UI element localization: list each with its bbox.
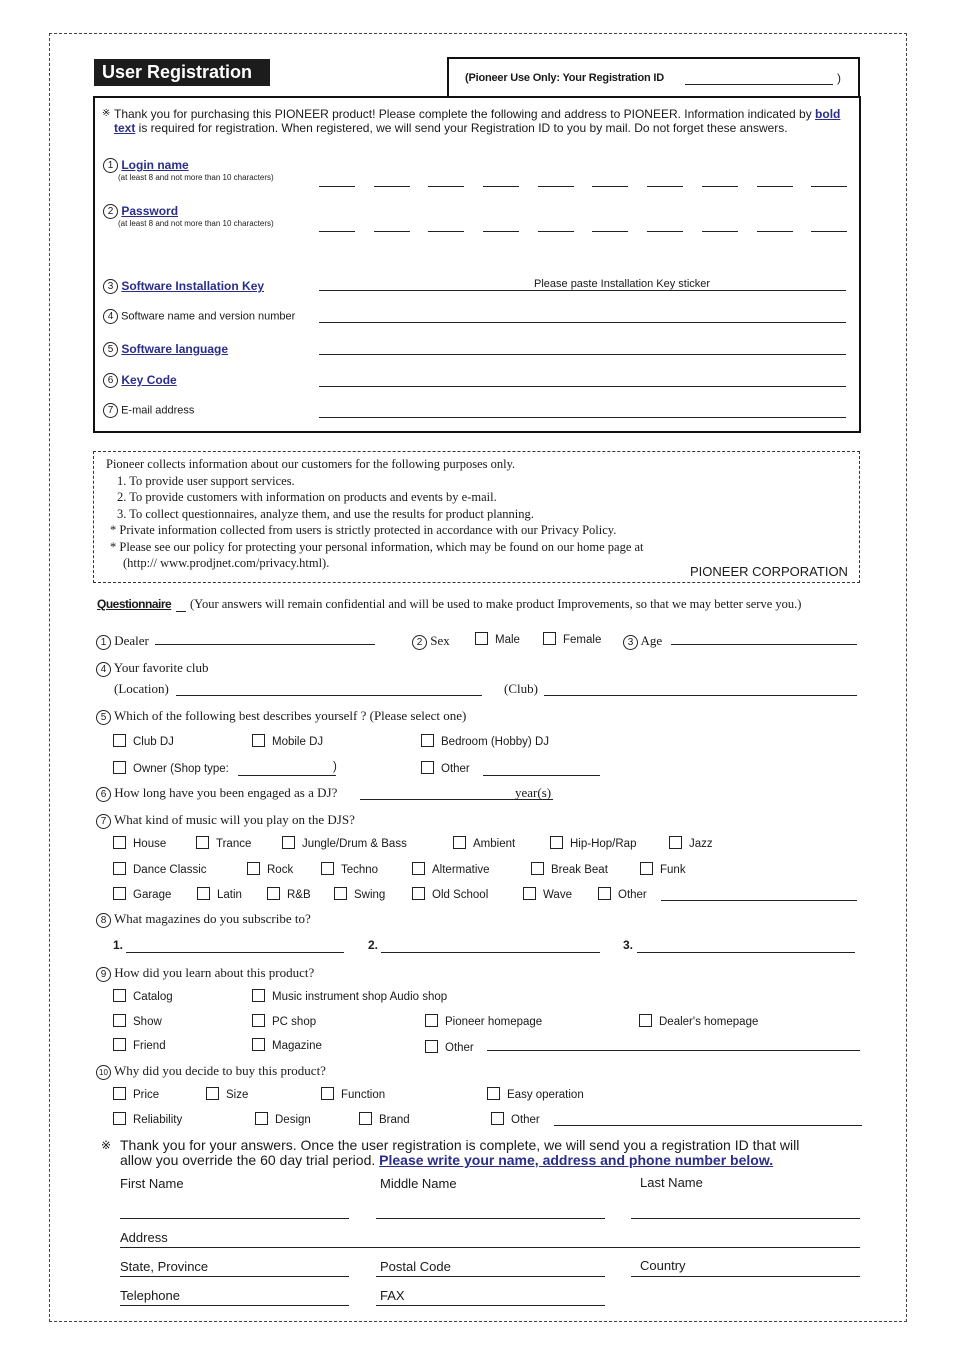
checkbox-label: Show	[133, 1016, 162, 1028]
character-slot[interactable]	[811, 231, 847, 232]
checkbox[interactable]	[550, 836, 563, 849]
checkbox-label: Mobile DJ	[272, 736, 324, 748]
installation-key-hint: Please paste Installation Key sticker	[534, 278, 711, 290]
privacy-line: 2. To provide customers with information on products and events by e-mail.	[117, 490, 497, 504]
checkbox-club-dj[interactable]	[113, 734, 174, 748]
reference-mark: ※	[102, 108, 111, 119]
character-slot[interactable]	[538, 231, 574, 232]
checkbox-reason-5[interactable]	[255, 1112, 311, 1126]
q3-label: 3 Age	[623, 633, 662, 650]
shop-type-field[interactable]	[238, 775, 336, 776]
checkbox-female[interactable]	[543, 632, 601, 646]
checkbox-label: Other	[445, 1042, 474, 1054]
checkbox[interactable]	[598, 887, 611, 900]
checkbox-bedroom-dj[interactable]	[421, 734, 549, 748]
checkbox-reason-3[interactable]	[487, 1087, 584, 1101]
field-label: Software language	[121, 342, 229, 356]
checkbox-label: Old School	[432, 889, 489, 901]
middle-name-field[interactable]	[376, 1218, 605, 1219]
checkbox-label: Price	[133, 1089, 160, 1101]
checkbox-label: Ambient	[473, 838, 516, 850]
privacy-line: 3. To collect questionnaires, analyze them, and use the results for product planning.	[117, 506, 534, 521]
q1-label: 1 Dealer	[96, 633, 149, 650]
checkbox-learn-6[interactable]	[113, 1038, 166, 1052]
state-field[interactable]	[120, 1276, 349, 1277]
checkbox-label: PC shop	[272, 1016, 317, 1028]
q2-label: 2 Sex	[412, 633, 450, 650]
field-label: Password	[121, 204, 179, 218]
character-slot[interactable]	[319, 186, 355, 187]
checkbox-music-12[interactable]	[113, 887, 171, 901]
checkbox-label: Latin	[217, 889, 242, 901]
field-number: 6	[103, 373, 118, 388]
checkbox-owner[interactable]	[113, 761, 229, 775]
country-label: Country	[640, 1258, 686, 1273]
checkbox[interactable]	[247, 862, 260, 875]
checkbox[interactable]	[412, 862, 425, 875]
checkbox-label: Jazz	[689, 838, 713, 850]
checkbox-music-18[interactable]	[598, 887, 647, 901]
registration-id-field[interactable]	[685, 84, 833, 85]
registration-box	[93, 96, 861, 433]
q9-text: How did you learn about this product?	[114, 965, 315, 980]
field-number: 3	[103, 279, 118, 294]
checkbox[interactable]	[113, 989, 126, 1002]
character-slot[interactable]	[319, 231, 355, 232]
telephone-field[interactable]	[120, 1305, 349, 1306]
character-slot[interactable]	[483, 231, 519, 232]
checkbox-music-4[interactable]	[550, 836, 636, 850]
bold-text-link: bold text	[114, 107, 841, 135]
checkbox-label: Other	[441, 763, 470, 775]
checkbox[interactable]	[113, 836, 126, 849]
checkbox-label: Catalog	[133, 991, 173, 1003]
checkbox-label: Size	[226, 1089, 249, 1101]
checkbox[interactable]	[359, 1112, 372, 1125]
q7-label: 7 What kind of music will you play on the DJS?	[96, 812, 355, 829]
field-number: 1	[103, 158, 118, 173]
checkbox-music-16[interactable]	[412, 887, 488, 901]
privacy-line: (http:// www.prodjnet.com/privacy.html).	[123, 556, 330, 570]
q2-text: Sex	[430, 633, 450, 648]
password-label	[103, 204, 178, 219]
field-label: Login name	[121, 158, 189, 172]
checkbox[interactable]	[206, 1087, 219, 1100]
checkbox-learn-1[interactable]	[252, 989, 447, 1003]
club-field[interactable]	[544, 695, 857, 696]
password-note: (at least 8 and not more than 10 characters)	[118, 219, 274, 228]
checkbox-label: Music instrument shop Audio shop	[272, 991, 448, 1003]
other-reason-field[interactable]	[554, 1125, 862, 1126]
checkbox[interactable]	[421, 734, 434, 747]
checkbox-reason-1[interactable]	[206, 1087, 248, 1101]
checkbox-label: R&B	[287, 889, 311, 901]
last-name-label: Last Name	[640, 1175, 703, 1190]
checkbox-label: Pioneer homepage	[445, 1016, 543, 1028]
privacy-line: * Please see our policy for protecting your personal information, which may be found on our home page at	[110, 539, 644, 554]
last-name-field[interactable]	[631, 1218, 860, 1219]
telephone-label: Telephone	[120, 1288, 180, 1303]
state-label: State, Province	[120, 1259, 209, 1274]
questionnaire-title: Questionnaire	[97, 597, 172, 611]
checkbox-learn-4[interactable]	[425, 1014, 542, 1028]
checkbox[interactable]	[639, 1014, 652, 1027]
checkbox[interactable]	[421, 761, 434, 774]
checkbox-label: House	[133, 838, 167, 850]
checkbox-label: Design	[275, 1114, 311, 1126]
character-slot[interactable]	[428, 186, 464, 187]
q1-text: Dealer	[114, 633, 149, 648]
email-label	[103, 403, 194, 418]
login-name-note: (at least 8 and not more than 10 characters)	[118, 173, 274, 182]
q9-label: 9 How did you learn about this product?	[96, 965, 314, 982]
checkbox-learn-0[interactable]	[113, 989, 173, 1003]
first-name-label: First Name	[120, 1176, 184, 1191]
other-dj-field[interactable]	[483, 775, 600, 776]
intro-part-2: is required for registration. When registered, we will send your Registration ID to you by mail. Do not forget these answers.	[135, 121, 788, 135]
checkbox-learn-3[interactable]	[252, 1014, 316, 1028]
checkbox-label: Male	[495, 634, 520, 646]
checkbox[interactable]	[425, 1040, 438, 1053]
checkbox[interactable]	[252, 989, 265, 1002]
checkbox-label: Rock	[267, 864, 294, 876]
checkbox-reason-2[interactable]	[321, 1087, 385, 1101]
checkbox[interactable]	[113, 1112, 126, 1125]
checkbox[interactable]	[252, 734, 265, 747]
checkbox-mobile-dj[interactable]	[252, 734, 323, 748]
country-field[interactable]	[631, 1276, 860, 1277]
privacy-line: * Private information collected from users is strictly protected in accordance with our Privacy Policy.	[110, 523, 617, 537]
privacy-line: 1. To provide user support services.	[117, 473, 295, 488]
fax-label: FAX	[380, 1288, 405, 1303]
q6-text: How long have you been engaged as a DJ?	[114, 785, 338, 800]
character-slot[interactable]	[811, 186, 847, 187]
field-label: E-mail address	[121, 404, 195, 417]
field-label: Software Installation Key	[121, 279, 265, 293]
privacy-text	[106, 456, 644, 572]
checkbox[interactable]	[475, 632, 488, 645]
q5-label: 5 Which of the following best describes yourself ? (Please select one)	[96, 708, 466, 725]
checkbox-label: Dealer's homepage	[659, 1016, 759, 1028]
field-number: 5	[103, 342, 118, 357]
q10-label: 10 Why did you decide to buy this product?	[96, 1063, 326, 1080]
checkbox[interactable]	[113, 862, 126, 875]
checkbox-music-10[interactable]	[531, 862, 608, 876]
q4-label: 4 Your favorite club	[96, 660, 209, 677]
q4-text: Your favorite club	[113, 660, 209, 675]
checkbox-label: Jungle/Drum & Bass	[302, 838, 407, 850]
key-code-field[interactable]	[319, 386, 846, 387]
first-name-field[interactable]	[120, 1218, 349, 1219]
field-number: 2	[103, 204, 118, 219]
checkbox-music-6[interactable]	[113, 862, 207, 876]
address-label: Address	[120, 1230, 168, 1245]
checkbox-label: Trance	[216, 838, 252, 850]
checkbox[interactable]	[113, 1014, 126, 1027]
q8-label: 8 What magazines do you subscribe to?	[96, 911, 311, 928]
corporation-name: PIONEER CORPORATION	[690, 564, 848, 579]
checkbox-label: Owner (Shop type:	[133, 763, 229, 775]
postal-code-label: Postal Code	[380, 1259, 451, 1274]
character-slot[interactable]	[592, 186, 628, 187]
checkbox-label: Brand	[379, 1114, 410, 1126]
fax-field[interactable]	[376, 1305, 605, 1306]
checkbox[interactable]	[640, 862, 653, 875]
checkbox[interactable]	[491, 1112, 504, 1125]
intro-text	[102, 107, 854, 135]
page-title: User Registration	[94, 59, 270, 86]
closing-line-2: allow you override the 60 day trial period.	[120, 1152, 380, 1168]
checkbox[interactable]	[197, 887, 210, 900]
field-number: 7	[103, 403, 118, 418]
magazine-1-field[interactable]	[126, 952, 344, 953]
checkbox-music-15[interactable]	[334, 887, 385, 901]
character-slot[interactable]	[702, 231, 738, 232]
shop-type-close: )	[333, 761, 337, 773]
location-label: (Location)	[114, 681, 169, 696]
checkbox[interactable]	[282, 836, 295, 849]
character-slot[interactable]	[702, 186, 738, 187]
q6-label: 6 How long have you been engaged as a DJ?	[96, 785, 337, 802]
checkbox[interactable]	[321, 1087, 334, 1100]
q8-text: What magazines do you subscribe to?	[114, 911, 311, 926]
checkbox-label: Other	[618, 889, 647, 901]
q5-text: Which of the following best describes yourself ? (Please select one)	[114, 708, 467, 723]
checkbox-label: Hip-Hop/Rap	[570, 838, 637, 850]
checkbox[interactable]	[453, 836, 466, 849]
other-learn-field[interactable]	[487, 1050, 860, 1051]
checkbox-label: Bedroom (Hobby) DJ	[441, 736, 550, 748]
checkbox[interactable]	[321, 862, 334, 875]
checkbox-label: Altermative	[432, 864, 490, 876]
character-slot[interactable]	[647, 186, 683, 187]
character-slot[interactable]	[483, 186, 519, 187]
checkbox-label: Reliability	[133, 1114, 183, 1126]
checkbox-music-13[interactable]	[197, 887, 242, 901]
registration-id-label: (Pioneer Use Only: Your Registration ID	[465, 72, 664, 84]
installation-key-field[interactable]	[319, 290, 846, 291]
checkbox-label: Techno	[341, 864, 379, 876]
character-slot[interactable]	[538, 186, 574, 187]
checkbox[interactable]	[412, 887, 425, 900]
checkbox[interactable]	[196, 836, 209, 849]
club-label: (Club)	[504, 681, 538, 696]
checkbox-label: Garage	[133, 889, 172, 901]
login-name-label	[103, 158, 189, 173]
field-label: Key Code	[121, 373, 177, 387]
closing-text	[120, 1138, 860, 1168]
checkbox[interactable]	[669, 836, 682, 849]
checkbox-music-1[interactable]	[196, 836, 251, 850]
age-field[interactable]	[671, 644, 857, 645]
email-field[interactable]	[319, 417, 846, 418]
privacy-line: Pioneer collects information about our customers for the following purposes only.	[106, 457, 516, 471]
key-code-label	[103, 373, 177, 388]
checkbox[interactable]	[113, 761, 126, 774]
character-slot[interactable]	[374, 231, 410, 232]
checkbox-music-3[interactable]	[453, 836, 515, 850]
checkbox[interactable]	[334, 887, 347, 900]
dealer-field[interactable]	[155, 644, 375, 645]
checkbox-learn-8[interactable]	[425, 1040, 474, 1054]
checkbox-learn-7[interactable]	[252, 1038, 322, 1052]
checkbox[interactable]	[487, 1087, 500, 1100]
checkbox-music-7[interactable]	[247, 862, 293, 876]
checkbox[interactable]	[531, 862, 544, 875]
q7-text: What kind of music will you play on the DJS?	[114, 812, 355, 827]
checkbox-label: Magazine	[272, 1040, 322, 1052]
checkbox-label: Dance Classic	[133, 864, 207, 876]
checkbox[interactable]	[113, 887, 126, 900]
checkbox-label: Swing	[354, 889, 386, 901]
closing-line-1: Thank you for your answers. Once the user registration is complete, we will send you a registration ID that will	[120, 1137, 800, 1153]
character-slot[interactable]	[374, 186, 410, 187]
checkbox-music-17[interactable]	[523, 887, 572, 901]
checkbox-label: Female	[563, 634, 602, 646]
field-label: Software name and version number	[121, 310, 296, 323]
character-slot[interactable]	[757, 231, 793, 232]
character-slot[interactable]	[592, 231, 628, 232]
software-name-label	[103, 309, 295, 324]
q3-text: Age	[640, 633, 663, 648]
checkbox-label: Break Beat	[551, 864, 608, 876]
checkbox-learn-2[interactable]	[113, 1014, 162, 1028]
installation-key-label	[103, 279, 264, 294]
checkbox-music-2[interactable]	[282, 836, 407, 850]
character-slot[interactable]	[757, 186, 793, 187]
checkbox-reason-6[interactable]	[359, 1112, 410, 1126]
character-slot[interactable]	[647, 231, 683, 232]
checkbox[interactable]	[255, 1112, 268, 1125]
checkbox-music-8[interactable]	[321, 862, 378, 876]
checkbox-reason-7[interactable]	[491, 1112, 540, 1126]
checkbox-label: Club DJ	[133, 736, 174, 748]
checkbox[interactable]	[252, 1014, 265, 1027]
checkbox[interactable]	[113, 1038, 126, 1051]
character-slot[interactable]	[428, 231, 464, 232]
checkbox[interactable]	[523, 887, 536, 900]
checkbox-other-dj[interactable]	[421, 761, 470, 775]
magazine-3-field[interactable]	[637, 952, 855, 953]
magazine-3-num: 3.	[623, 938, 634, 952]
checkbox-male[interactable]	[475, 632, 520, 646]
postal-code-field[interactable]	[376, 1276, 605, 1277]
questionnaire-note: (Your answers will remain confidential and will be used to make product Improvements, so that we may better serve you.)	[190, 597, 802, 611]
other-music-field[interactable]	[661, 900, 857, 901]
software-name-field[interactable]	[319, 322, 846, 323]
address-field[interactable]	[120, 1247, 860, 1248]
checkbox-music-5[interactable]	[669, 836, 713, 850]
checkbox[interactable]	[113, 1087, 126, 1100]
magazine-1-num: 1.	[113, 938, 124, 952]
checkbox-music-11[interactable]	[640, 862, 686, 876]
checkbox-learn-5[interactable]	[639, 1014, 758, 1028]
magazine-2-num: 2.	[368, 938, 379, 952]
checkbox-label: Function	[341, 1089, 386, 1101]
registration-id-box	[447, 57, 860, 97]
title-underline	[176, 611, 186, 612]
checkbox-music-14[interactable]	[267, 887, 311, 901]
intro-part-1: Thank you for purchasing this PIONEER product! Please complete the following and address to PIONEER. Information indicated by	[114, 107, 816, 121]
checkbox[interactable]	[267, 887, 280, 900]
checkbox[interactable]	[543, 632, 556, 645]
checkbox[interactable]	[252, 1038, 265, 1051]
registration-id-close: )	[837, 71, 841, 85]
checkbox-label: Funk	[660, 864, 686, 876]
location-field[interactable]	[176, 695, 482, 696]
checkbox[interactable]	[113, 734, 126, 747]
reference-mark: ※	[101, 1138, 112, 1152]
checkbox-music-0[interactable]	[113, 836, 166, 850]
checkbox-label: Easy operation	[507, 1089, 584, 1101]
software-language-label	[103, 342, 228, 357]
years-label: year(s)	[515, 785, 552, 800]
checkbox-label: Wave	[543, 889, 572, 901]
middle-name-label: Middle Name	[380, 1176, 457, 1191]
software-language-field[interactable]	[319, 354, 846, 355]
checkbox-reason-0[interactable]	[113, 1087, 159, 1101]
magazine-2-field[interactable]	[381, 952, 600, 953]
checkbox-label: Friend	[133, 1040, 166, 1052]
closing-instruction: Please write your name, address and phone number below.	[379, 1152, 774, 1168]
checkbox-reason-4[interactable]	[113, 1112, 182, 1126]
checkbox[interactable]	[425, 1014, 438, 1027]
checkbox-music-9[interactable]	[412, 862, 490, 876]
checkbox-label: Other	[511, 1114, 540, 1126]
q10-text: Why did you decide to buy this product?	[114, 1063, 326, 1078]
field-number: 4	[103, 309, 118, 324]
